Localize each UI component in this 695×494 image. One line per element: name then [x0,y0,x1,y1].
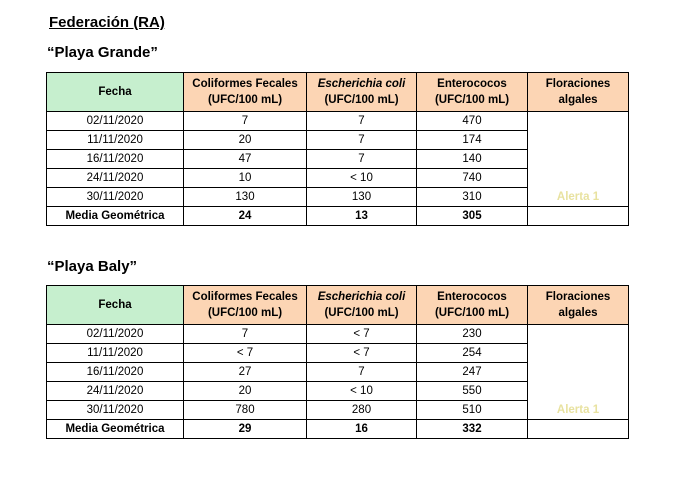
geo-mean-coliformes: 29 [184,420,307,439]
cell-coliformes: 780 [184,401,307,420]
document-title: Federación (RA) [49,14,165,31]
table-header-row [47,286,629,325]
cell-enterococos: 310 [417,188,528,207]
cell-floraciones [528,112,629,207]
cell-ecoli: 7 [307,363,417,382]
cell-enterococos: 140 [417,150,528,169]
header-ecoli-line1: Escherichia coli [317,78,406,90]
cell-fecha: 24/11/2020 [47,169,184,188]
cell-ecoli: < 7 [307,344,417,363]
header-coliformes [184,73,307,112]
cell-coliformes: 130 [184,188,307,207]
geo-mean-label: Media Geométrica [47,420,184,439]
geo-mean-ecoli: 16 [307,420,417,439]
header-ecoli-line2: (UFC/100 mL) [324,94,399,106]
geometric-mean-row [47,207,629,226]
cell-fecha: 16/11/2020 [47,363,184,382]
cell-ecoli: < 10 [307,382,417,401]
cell-enterococos: 247 [417,363,528,382]
cell-ecoli: 7 [307,150,417,169]
alert-label: Alerta 1 [556,404,600,416]
table-row [47,112,629,131]
results-table-playa-baly [46,285,629,439]
table-row [47,325,629,344]
cell-enterococos: 510 [417,401,528,420]
cell-enterococos: 740 [417,169,528,188]
cell-enterococos: 550 [417,382,528,401]
cell-fecha: 30/11/2020 [47,188,184,207]
cell-coliformes: 10 [184,169,307,188]
header-fecha: Fecha [47,73,184,112]
header-floraciones [528,286,629,325]
header-flor-line2: algales [558,307,598,319]
header-entero-line2: (UFC/100 mL) [434,94,510,106]
header-enterococos [417,73,528,112]
header-ecoli-line1: Escherichia coli [317,291,406,303]
header-flor-line2: algales [558,94,598,106]
geo-mean-enterococos: 332 [417,420,528,439]
cell-ecoli: < 10 [307,169,417,188]
header-coliformes [184,286,307,325]
cell-enterococos: 254 [417,344,528,363]
cell-coliformes: 20 [184,131,307,150]
cell-ecoli: 130 [307,188,417,207]
geo-mean-enterococos: 305 [417,207,528,226]
header-coliformes-line2: (UFC/100 mL) [207,307,283,319]
header-ecoli-line2: (UFC/100 mL) [324,307,399,319]
header-coliformes-line2: (UFC/100 mL) [207,94,283,106]
results-table-playa-grande [46,72,629,226]
header-entero-line2: (UFC/100 mL) [434,307,510,319]
beach-title-playa-grande: “Playa Grande” [47,44,158,61]
cell-fecha: 02/11/2020 [47,325,184,344]
geo-mean-coliformes: 24 [184,207,307,226]
cell-floraciones [528,325,629,420]
header-entero-line1: Enterococos [437,291,507,303]
cell-coliformes: 20 [184,382,307,401]
header-coliformes-line1: Coliformes Fecales [192,78,298,90]
cell-coliformes: 27 [184,363,307,382]
cell-fecha: 16/11/2020 [47,150,184,169]
cell-fecha: 11/11/2020 [47,131,184,150]
geo-mean-ecoli: 13 [307,207,417,226]
table-header-row [47,73,629,112]
header-ecoli [307,286,417,325]
cell-enterococos: 230 [417,325,528,344]
header-flor-line1: Floraciones [545,291,611,303]
header-flor-line1: Floraciones [545,78,611,90]
cell-ecoli: < 7 [307,325,417,344]
header-floraciones [528,73,629,112]
cell-coliformes: 47 [184,150,307,169]
cell-ecoli: 7 [307,131,417,150]
cell-fecha: 02/11/2020 [47,112,184,131]
cell-coliformes: < 7 [184,344,307,363]
header-entero-line1: Enterococos [437,78,507,90]
beach-title-playa-baly: “Playa Baly” [47,258,138,275]
empty-cell [528,207,629,226]
cell-coliformes: 7 [184,112,307,131]
cell-fecha: 30/11/2020 [47,401,184,420]
header-coliformes-line1: Coliformes Fecales [192,291,298,303]
cell-ecoli: 280 [307,401,417,420]
cell-fecha: 11/11/2020 [47,344,184,363]
header-ecoli [307,73,417,112]
alert-label: Alerta 1 [556,191,600,203]
cell-coliformes: 7 [184,325,307,344]
cell-ecoli: 7 [307,112,417,131]
geo-mean-label: Media Geométrica [47,207,184,226]
cell-enterococos: 174 [417,131,528,150]
empty-cell [528,420,629,439]
cell-fecha: 24/11/2020 [47,382,184,401]
geometric-mean-row [47,420,629,439]
cell-enterococos: 470 [417,112,528,131]
header-fecha: Fecha [47,286,184,325]
header-enterococos [417,286,528,325]
